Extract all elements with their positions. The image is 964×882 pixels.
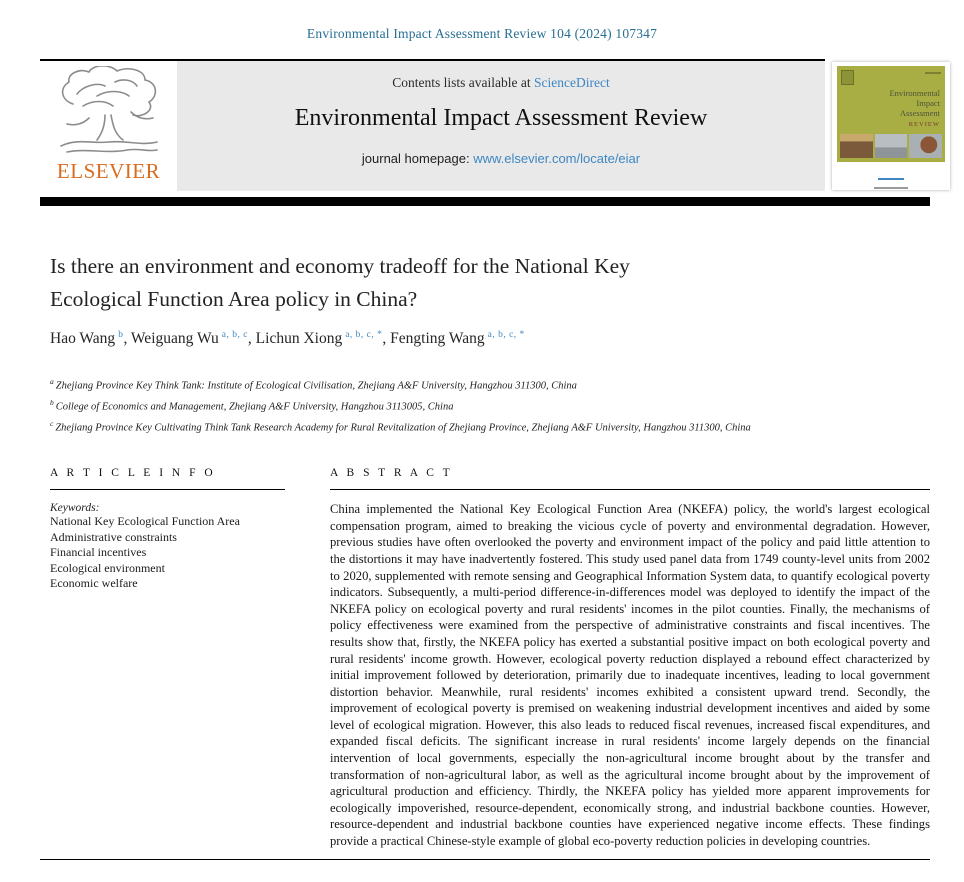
cover-photo [840,134,873,158]
affiliation-list [50,374,964,437]
author: Hao Wang $^b$, [50,330,131,348]
article-info-column [50,467,285,849]
cover-title-line: Environmental [889,88,940,98]
banner-center [177,61,825,191]
affiliation [50,416,964,437]
author-affil-marks: a, b, c [221,330,248,340]
cover-title-line: Assessment [899,108,940,118]
elsevier-wordmark: ELSEVIER [56,159,161,183]
cover-photo [875,134,908,158]
author-name: Hao Wang [50,330,116,348]
abstract-column [330,467,930,849]
article-title: Is there an environment and economy tradeoff for the National Key Ecological Function Area policy in China? [50,254,630,311]
abstract-text: China implemented the National Key Ecological Function Area (NKEFA) policy, the world's largest ecological compensation program, aimed to breaking the vicious cycle of poverty and environmental degradation. However, previous studies have often overlooked the poverty and environment impact of the policy and paid little attention to the distortions it may have inadvertently fostered. This study used panel data from 1749 county-level units from 2002 to 2020, supplemented with remote sensing and Geographical Information System data, to quantify ecological poverty indicators. Subsequently, a multi-period difference-in-differences model was deployed to identify the impact of the NKEFA policy on ecological poverty and rural residents' incomes in the pilot counties. Finally, the mechanisms of policy effectiveness were examined from the perspective of administrative constraints and fiscal incentives. The results show that, firstly, the NKEFA policy has exerted a substantial positive impact on both ecological poverty and rural residents' income growth. However, ecological poverty reduction displayed a rebound effect characterized by initial improvement followed by deterioration, primarily due to inadequate incentives, leading to local government distortion behavior. Meanwhile, rural residents' incomes exhibited a consistent upward trend. Secondly, the improvement of ecological poverty is premised on weakening industrial development incentives and aided by some level of ecological migration. However, this also leads to reduced fiscal revenues, increased fiscal expenditures, and expanded fiscal deficits. The significant increase in rural residents' income largely depends on the financial intervention of local governments, especially the non-agricultural income brought about by the transfer and transformation of non-agricultural labor, as well as the agricultural income brought about by the improvement of agricultural production and efficiency. Thirdly, the NKEFA policy has yielded more apparent improvements for ecologically impoverished, resource-dependent, economically strong, and industrial backbone counties. However, resource-dependent and industrial backbone counties have experienced negative income effects. These findings provide a practical Chinese-style example of global eco-poverty reduction policies in developing countries. [330,502,930,849]
cover-logo [841,70,854,85]
cover-title [889,88,940,130]
keyword: Economic welfare [50,576,138,591]
author-affil-marks: a, b, c, * [487,330,525,340]
affiliation-mark: c [50,419,54,429]
cover-subtitle: REVIEW [908,121,940,128]
journal-homepage-link[interactable]: www.elsevier.com/locate/eiar [473,151,641,166]
contents-prefix: Contents lists available at [392,75,534,90]
author-name: Lichun Xiong [255,330,343,348]
journal-header [40,59,950,191]
journal-banner [40,59,825,191]
affiliation-mark: a [50,377,54,387]
affiliation [50,374,964,395]
running-head-citation: Environmental Impact Assessment Review 104 (2024) 107347 [306,26,658,41]
keywords-label: Keywords: [50,502,100,515]
journal-cover-thumbnail [832,62,950,190]
keyword: Ecological environment [50,560,165,575]
author-affil-marks: b [118,330,124,340]
affiliation [50,395,964,416]
cover-front [837,66,945,162]
contents-line [177,75,825,91]
info-abstract-section [50,467,930,849]
affiliation-text: Zhejiang Province Key Cultivating Think Tank Research Academy for Rural Revitalization of Zhejiang Province, Zhejiang A&F University, Hangzhou 311300, China [55,422,751,434]
author: Weiguang Wu $^{a, b, c}$, [130,330,256,348]
author [390,330,525,347]
keyword: National Key Ecological Function Area [50,514,240,529]
elsevier-logo [40,61,177,191]
sciencedirect-link[interactable]: ScienceDirect [534,75,610,90]
cover-issue-text [925,72,941,74]
author: Lichun Xiong $^{a, b, c, *}$, [255,330,391,348]
article-info-rule [50,489,285,490]
abstract-rule [330,489,930,490]
homepage-line [177,151,825,166]
abstract-heading: A B S T R A C T [330,467,453,480]
header-divider-bar [40,197,930,206]
cover-title-line: Impact [916,98,940,108]
affiliation-text: College of Economics and Management, Zhejiang A&F University, Hangzhou 3113005, China [55,401,454,413]
author-name: Weiguang Wu [130,330,219,348]
elsevier-tree-icon [53,66,165,158]
author-affil-marks: a, b, c, * [345,330,383,340]
homepage-prefix: journal homepage: [361,151,474,166]
keyword: Administrative constraints [50,529,177,544]
article-info-heading: A R T I C L E I N F O [50,467,216,480]
cover-photo [909,134,942,158]
keyword: Financial incentives [50,545,147,560]
affiliation-mark: b [50,398,54,408]
journal-title: Environmental Impact Assessment Review [294,105,708,131]
author-name: Fengting Wang [390,330,485,348]
section-divider [40,859,930,860]
author-list [50,330,964,348]
cover-photo-strip [840,134,942,158]
affiliation-text: Zhejiang Province Key Think Tank: Institute of Ecological Civilisation, Zhejiang A&F University, Hangzhou 311300, China [55,380,577,392]
cover-publisher-mark [837,162,945,185]
